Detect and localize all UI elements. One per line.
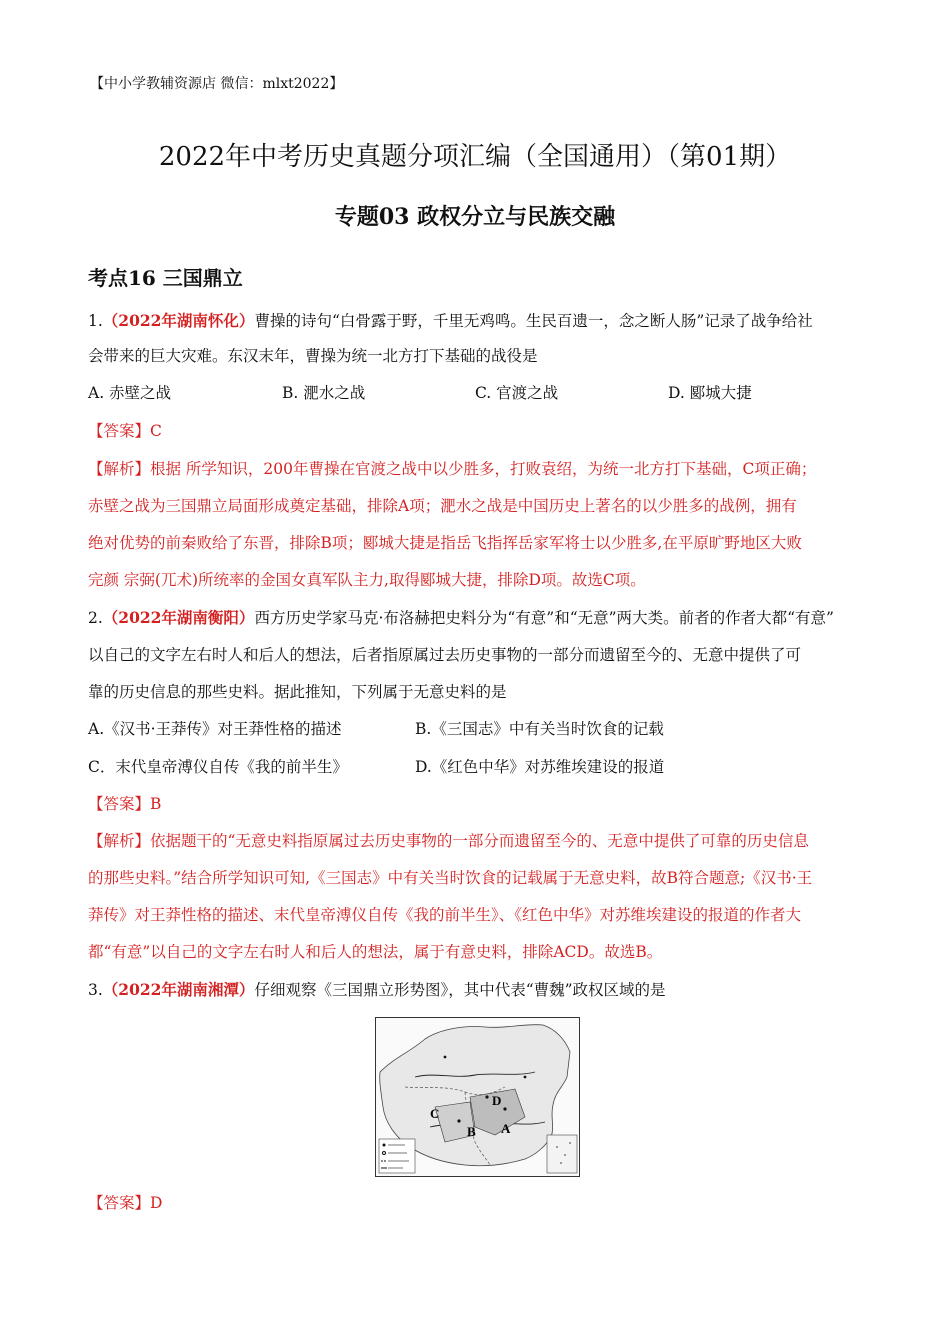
q2-stem-line2: 以自己的文字左右时人和后人的想法，后者指原属过去历史事物的一部分而遗留至今的、无意中提供了可 — [88, 646, 802, 664]
q1-option-a: A. 赤壁之战 — [88, 384, 172, 402]
q1-source: （2022年湖南怀化） — [102, 311, 255, 330]
q1-answer: 【答案】C — [88, 422, 162, 440]
q2-option-b: B.《三国志》中有关当时饮食的记载 — [415, 720, 664, 738]
map-label-c: C — [430, 1106, 440, 1121]
q2-stem-line3: 靠的历史信息的那些史料。据此推知，下列属于无意史料的是 — [88, 683, 507, 701]
q2-number: 2. — [88, 609, 103, 627]
three-kingdoms-map — [375, 1017, 580, 1177]
q2-option-c: C．末代皇帝溥仪自传《我的前半生》 — [88, 758, 348, 776]
q2-analysis-line1: 【解析】依据题干的“无意史料指原属过去历史事物的一部分而遗留至今的、无意中提供了可靠的历史信息 — [88, 832, 809, 850]
q3-stem — [88, 971, 878, 1009]
q3-number: 3. — [88, 981, 103, 999]
q1-number: 1. — [88, 312, 103, 330]
map-image — [375, 1017, 580, 1177]
q2-option-a: A.《汉书·王莽传》对王莽性格的描述 — [88, 720, 342, 738]
q1-analysis-line2: 赤壁之战为三国鼎立局面形成奠定基础，排除A项；淝水之战是中国历史上著名的以少胜多的战例，拥有 — [88, 497, 797, 515]
q1-analysis-line4: 完颜 宗弼(兀术)所统率的金国女真军队主力,取得郾城大捷，排除D项。故选C项。 — [88, 571, 646, 589]
q2-stem-line1 — [88, 599, 878, 637]
q3-source: （2022年湖南湘潭） — [102, 980, 255, 999]
header-note: 【中小学教辅资源店 微信：mlxt2022】 — [90, 76, 344, 92]
q3-answer: 【答案】D — [88, 1194, 163, 1212]
q2-analysis-line3: 莽传》对王莽性格的描述、末代皇帝溥仪自传《我的前半生》、《红色中华》对苏维埃建设的报道的作者大 — [88, 906, 802, 924]
q1-stem-line1 — [88, 302, 878, 340]
q2-option-d: D.《红色中华》对苏维埃建设的报道 — [415, 758, 665, 776]
q1-analysis-line1: 【解析】根据 所学知识，200年曹操在官渡之战中以少胜多，打败袁绍，为统一北方打下基础，C项正确； — [88, 460, 817, 478]
q1-options — [0, 374, 950, 412]
q2-source: （2022年湖南衡阳） — [102, 608, 255, 627]
section-heading: 考点16 三国鼎立 — [88, 266, 243, 290]
q2-analysis-line4: 都“有意”以自己的文字左右时人和后人的想法，属于有意史料，排除ACD。故选B。 — [88, 943, 663, 961]
map-label-b: B — [467, 1124, 476, 1139]
q1-stem-text: 曹操的诗句“白骨露于野，千里无鸡鸣。生民百遗一，念之断人肠”记录了战争给社 — [254, 312, 813, 330]
map-label-a: A — [501, 1121, 511, 1136]
q2-options-row1 — [0, 710, 950, 748]
q1-option-c: C. 官渡之战 — [475, 384, 559, 402]
q2-analysis-line2: 的那些史料。”结合所学知识可知,《三国志》中有关当时饮食的记载属于无意史料，故B符合题意;《汉书·王 — [88, 869, 813, 887]
q1-option-b: B. 淝水之战 — [282, 384, 366, 402]
q2-stem-text: 西方历史学家马克·布洛赫把史料分为“有意”和“无意”两大类。前者的作者大都“有意” — [254, 609, 834, 627]
q1-option-d: D. 郾城大捷 — [668, 384, 752, 402]
page-title: 2022年中考历史真题分项汇编（全国通用）（第01期） — [158, 142, 792, 172]
q2-answer: 【答案】B — [88, 795, 162, 813]
topic-subtitle: 专题03 政权分立与民族交融 — [334, 204, 616, 230]
q1-stem-line2: 会带来的巨大灾难。东汉末年，曹操为统一北方打下基础的战役是 — [88, 347, 538, 365]
q1-analysis-line3: 绝对优势的前秦败给了东晋，排除B项；郾城大捷是指岳飞指挥岳家军将士以少胜多,在平原旷野地区大败 — [88, 534, 802, 552]
q2-options-row2 — [0, 748, 950, 786]
q3-stem-text: 仔细观察《三国鼎立形势图》，其中代表“曹魏”政权区域的是 — [254, 981, 666, 999]
map-label-d: D — [492, 1093, 502, 1108]
